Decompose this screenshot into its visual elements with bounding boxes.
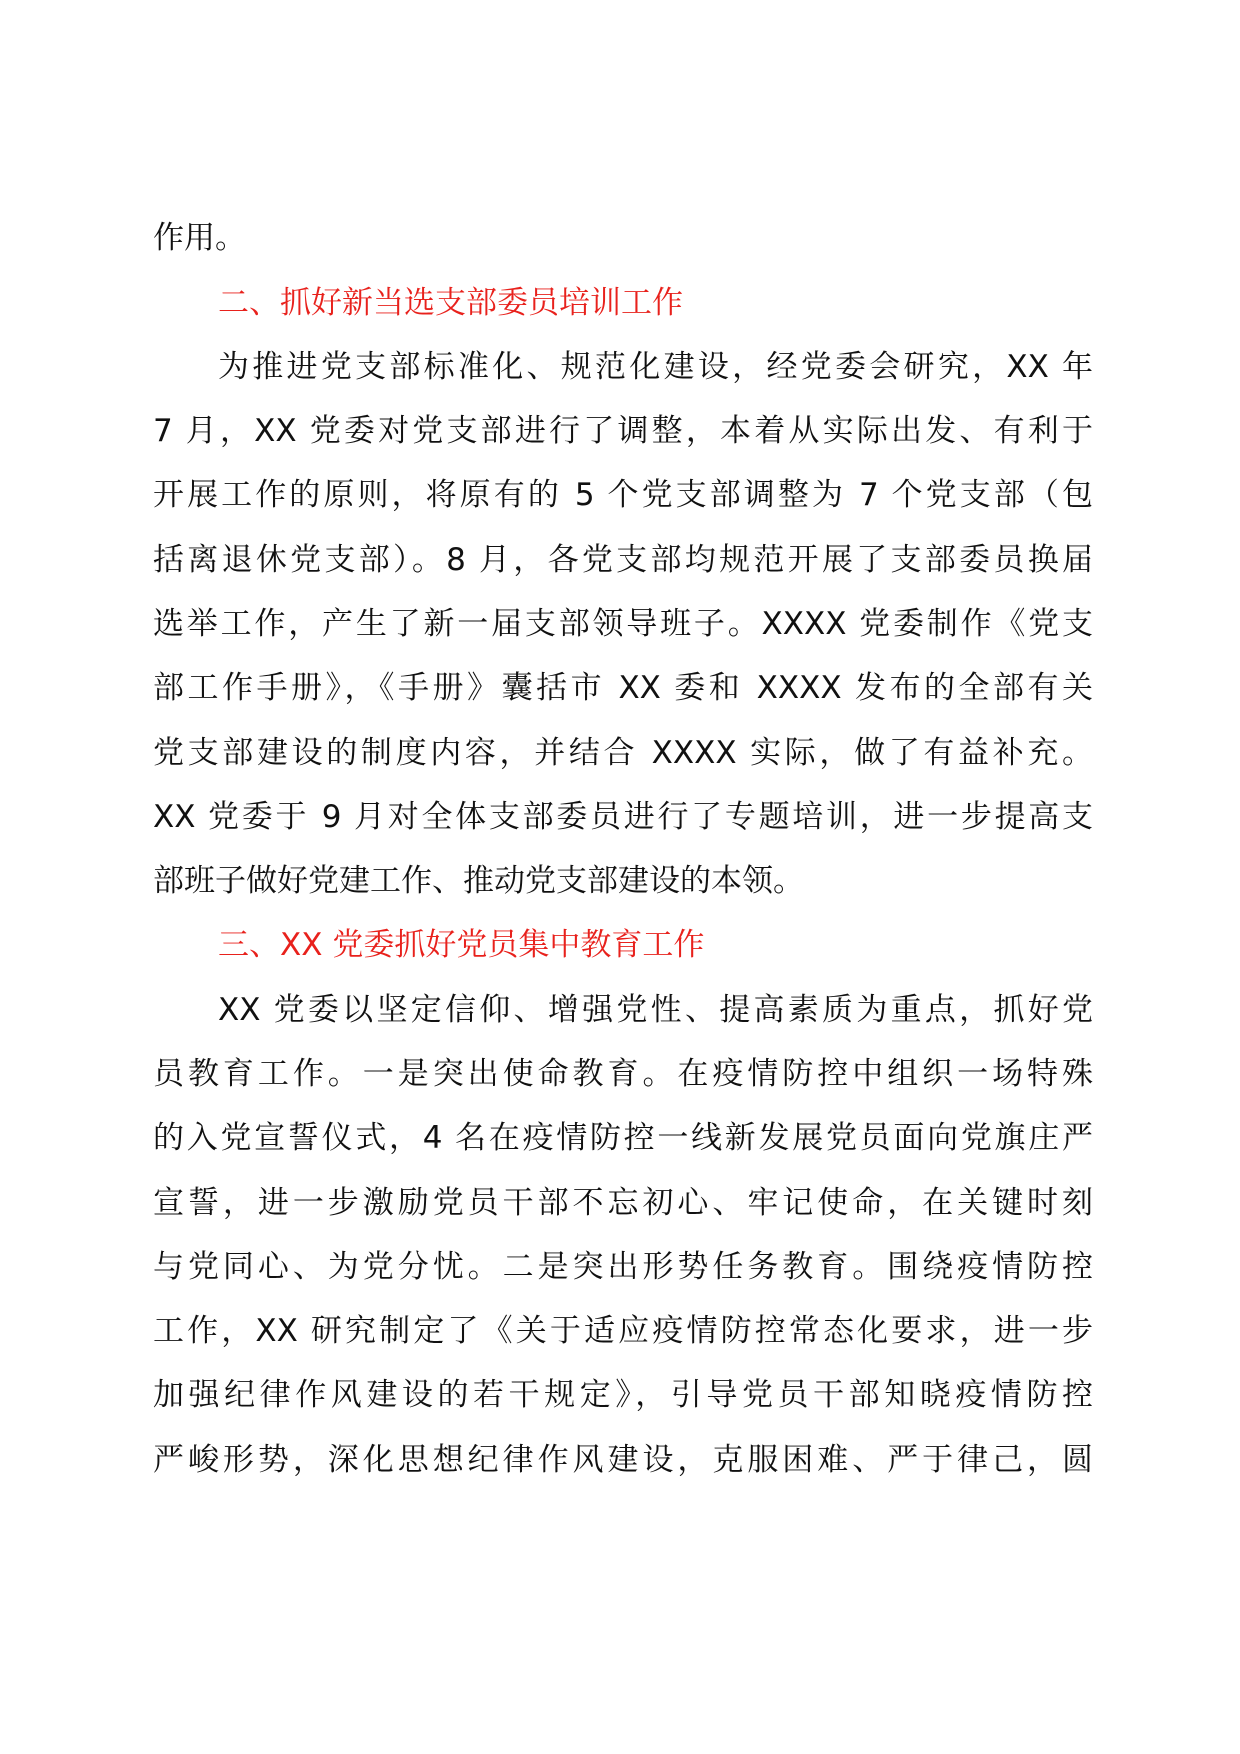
paragraph-line: 党支部建设的制度内容，并结合 XXXX 实际，做了有益补充。 <box>153 735 1093 771</box>
paragraph-line: 部工作手册》，《手册》囊括市 XX 委和 XXXX 发布的全部有关 <box>153 670 1093 706</box>
paragraph-line: 括离退休党支部）。8 月，各党支部均规范开展了支部委员换届 <box>153 542 1093 578</box>
paragraph-line: 工作，XX 研究制定了《关于适应疫情防控常态化要求，进一步 <box>153 1313 1093 1349</box>
paragraph-line: 开展工作的原则，将原有的 5 个党支部调整为 7 个党支部（包 <box>153 477 1093 513</box>
paragraph-tail-line: 作用。 <box>153 220 246 256</box>
paragraph-line: 员教育工作。一是突出使命教育。在疫情防控中组织一场特殊 <box>153 1056 1093 1092</box>
paragraph-line: 为推进党支部标准化、规范化建设，经党委会研究，XX 年 <box>218 349 1093 385</box>
paragraph-line: XX 党委以坚定信仰、增强党性、提高素质为重点，抓好党 <box>218 992 1093 1028</box>
paragraph-line: 加强纪律作风建设的若干规定》，引导党员干部知晓疫情防控 <box>153 1377 1093 1413</box>
paragraph-line: 严峻形势，深化思想纪律作风建设，克服困难、严于律己，圆 <box>153 1442 1093 1478</box>
paragraph-line: XX 党委于 9 月对全体支部委员进行了专题培训，进一步提高支 <box>153 799 1093 835</box>
paragraph-line: 与党同心、为党分忧。二是突出形势任务教育。围绕疫情防控 <box>153 1249 1093 1285</box>
section-heading-three: 三、XX 党委抓好党员集中教育工作 <box>218 927 705 963</box>
paragraph-line: 选举工作，产生了新一届支部领导班子。XXXX 党委制作《党支 <box>153 606 1093 642</box>
paragraph-line: 宣誓，进一步激励党员干部不忘初心、牢记使命，在关键时刻 <box>153 1185 1093 1221</box>
paragraph-line: 的入党宣誓仪式，4 名在疫情防控一线新发展党员面向党旗庄严 <box>153 1120 1093 1156</box>
paragraph-line: 7 月，XX 党委对党支部进行了调整，本着从实际出发、有利于 <box>153 413 1093 449</box>
paragraph-tail-line: 部班子做好党建工作、推动党支部建设的本领。 <box>153 863 804 899</box>
section-heading-two: 二、抓好新当选支部委员培训工作 <box>218 285 683 321</box>
